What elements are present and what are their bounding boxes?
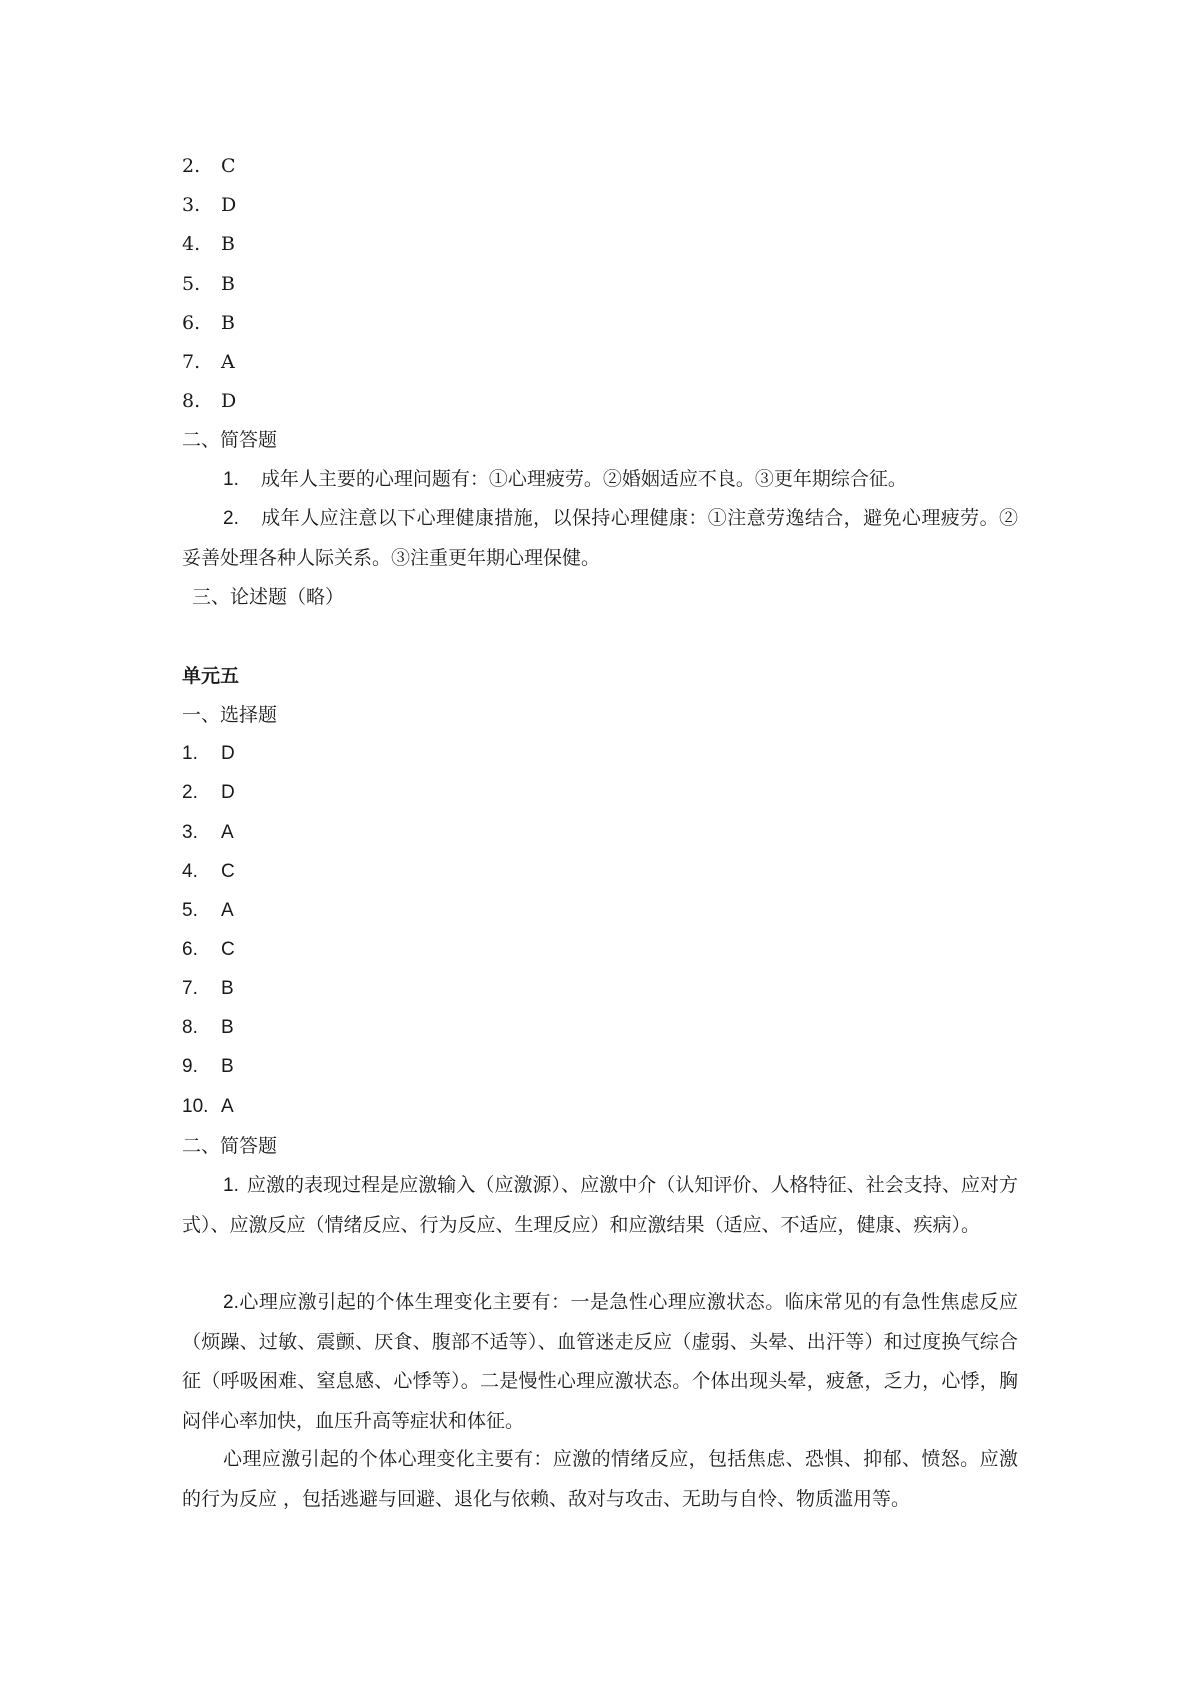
answer-number: 4.: [182, 861, 198, 882]
answer-letter: D: [221, 782, 235, 803]
answer-line: [182, 193, 236, 217]
answer-number: 1.: [182, 743, 198, 764]
answer-number: 3.: [182, 194, 201, 216]
short-answer-number: 1.: [223, 1175, 239, 1196]
answer-number: 2.: [182, 155, 201, 177]
answer-number: 4.: [182, 233, 201, 255]
answer-line: [182, 350, 235, 374]
short-answer-1: [182, 1166, 1018, 1245]
answer-number: 8.: [182, 1017, 198, 1038]
answer-number: 2.: [182, 782, 198, 803]
answer-letter: B: [221, 1017, 234, 1038]
answer-letter: B: [221, 233, 235, 255]
short-answer-number: 2.: [223, 1292, 239, 1313]
answer-line: [182, 899, 234, 923]
answer-line: [182, 742, 235, 766]
answer-number: 5.: [182, 900, 198, 921]
answer-line: [182, 977, 234, 1001]
section-heading: 二、简答题: [182, 1135, 278, 1157]
answer-number: 6.: [182, 939, 198, 960]
answer-line: [182, 272, 235, 296]
short-answer-number: 1.: [223, 469, 239, 490]
answer-line: [182, 1055, 234, 1079]
answer-letter: B: [221, 273, 235, 295]
short-answer-text: 心理应激引起的个体生理变化主要有：一是急性心理应激状态。临床常见的有急性焦虑反应（烦躁、过敏、震颤、厌食、腹部不适等）、血管迷走反应（虚弱、头晕、出汗等）和过度换气综合征（呼吸困难、窒息感、心悸等）。二是慢性心理应激状态。个体出现头晕，疲惫，乏力，心悸，胸闷伴心率加快，血压升高等症状和体征。: [182, 1291, 1018, 1432]
short-answer-text: 成年人应注意以下心理健康措施，以保持心理健康：①注意劳逸结合，避免心理疲劳。②妥善处理各种人际关系。③注重更年期心理保健。: [182, 507, 1018, 569]
answer-line: [182, 821, 234, 845]
section-heading: 一、选择题: [182, 704, 278, 726]
answer-line: [182, 154, 236, 178]
answer-letter: C: [221, 155, 236, 177]
answer-number: 9.: [182, 1056, 198, 1077]
answer-number: 7.: [182, 351, 201, 373]
answer-letter: A: [221, 822, 234, 843]
answer-letter: A: [221, 900, 234, 921]
answer-number: 5.: [182, 273, 201, 295]
essay-heading: 三、论述题（略）: [192, 586, 345, 608]
answer-number: 8.: [182, 390, 201, 412]
answer-line: [182, 781, 235, 805]
short-answer-2: [182, 1283, 1018, 1441]
short-answer-text: 成年人主要的心理问题有：①心理疲劳。②婚姻适应不良。③更年期综合征。: [260, 468, 907, 490]
answer-letter: D: [221, 390, 237, 412]
answer-number: 7.: [182, 978, 198, 999]
answer-line: [182, 1016, 234, 1040]
short-answer-text: 应激的表现过程是应激输入（应激源）、应激中介（认知评价、人格特征、社会支持、应对方式）、应激反应（情绪反应、行为反应、生理反应）和应激结果（适应、不适应，健康、疾病）。: [182, 1174, 1018, 1236]
answer-number: 10.: [182, 1096, 209, 1117]
answer-line: [182, 311, 235, 335]
answer-letter: C: [221, 861, 235, 882]
unit-title: 单元五: [182, 665, 240, 687]
answer-letter: B: [221, 312, 235, 334]
short-answer-1: [182, 460, 1018, 500]
answer-letter: D: [221, 743, 235, 764]
answer-line: [182, 938, 235, 962]
answer-number: 6.: [182, 312, 201, 334]
answer-letter: B: [221, 1056, 234, 1077]
short-answer-2-continued: 心理应激引起的个体心理变化主要有：应激的情绪反应，包括焦虑、恐惧、抑郁、愤怒。应激的行为反应 ，包括逃避与回避、退化与依赖、敌对与攻击、无助与自怜、物质滥用等。: [182, 1448, 1018, 1510]
short-answer-2: [182, 499, 1018, 578]
short-answer-number: 2.: [223, 508, 239, 529]
answer-line: [182, 232, 235, 256]
answer-letter: C: [221, 939, 235, 960]
section-heading: 二、简答题: [182, 429, 278, 451]
answer-letter: D: [221, 194, 237, 216]
answer-letter: A: [221, 351, 235, 373]
answer-letter: B: [221, 978, 234, 999]
answer-line: [182, 389, 236, 413]
answer-letter: A: [221, 1096, 234, 1117]
answer-number: 3.: [182, 822, 198, 843]
answer-line: [182, 860, 235, 884]
answer-line: [182, 1095, 234, 1119]
